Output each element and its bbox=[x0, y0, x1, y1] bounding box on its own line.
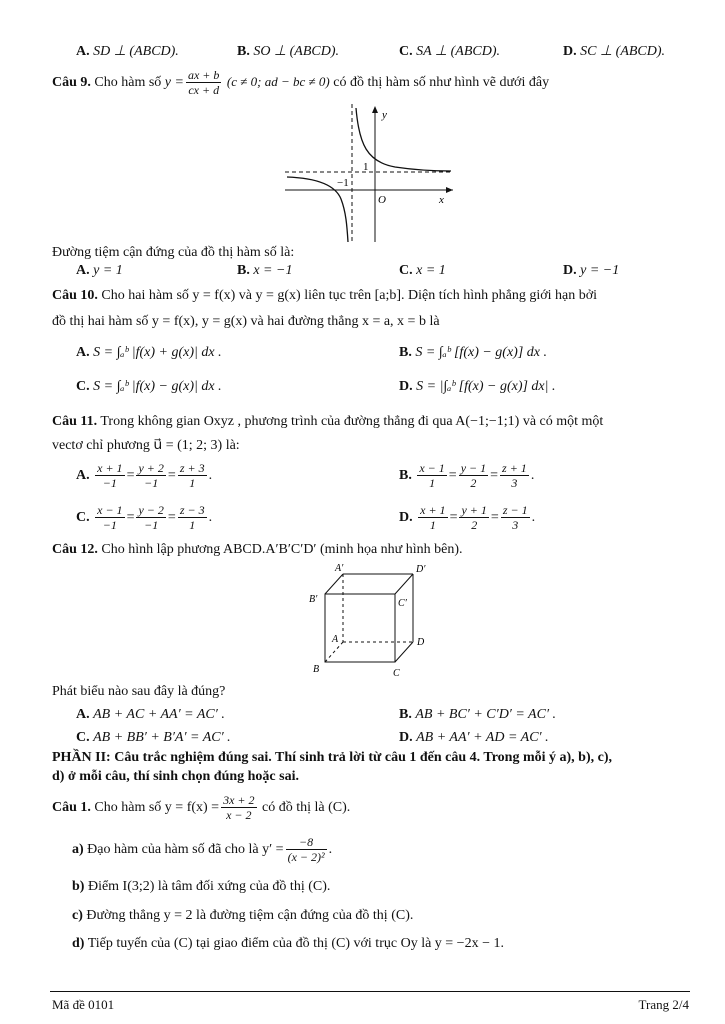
cube-label-a: A bbox=[332, 634, 339, 645]
q11-option-a: A. $\frac{x + 1}{-1}$ = $\frac{y + 2}{-1}$ = $\frac{z + 3}{1}$ . bbox=[76, 461, 213, 491]
q10-option-d: D. S = |∫ₐᵇ [f(x) − g(x)] dx| . bbox=[399, 379, 556, 394]
footer-divider bbox=[50, 991, 690, 992]
footer-exam-code: Mã đề 0101 bbox=[52, 997, 115, 1012]
q8-option-d: D. SC ⊥ (ABCD). bbox=[563, 44, 666, 59]
cube-label-c: C bbox=[393, 668, 400, 679]
q9-graph-one-label: 1 bbox=[363, 161, 369, 173]
p2q1-stem: Câu 1. Cho hàm số y = f(x) = $\frac{3x + 2}{x - 2}$ có đồ thị là (C). bbox=[52, 793, 351, 823]
cube-label-d1: D′ bbox=[416, 564, 426, 575]
q9-graph-y-label: y bbox=[382, 109, 387, 121]
p2q1-b: b) Điểm I(3;2) là tâm đối xứng của đồ thị (C). bbox=[72, 879, 331, 894]
cube-label-b1: B′ bbox=[309, 594, 318, 605]
q12-option-d: D. AB + AA′ + AD = AC′ . bbox=[399, 730, 549, 745]
q8-option-c: C. SA ⊥ (ABCD). bbox=[399, 44, 500, 59]
q9-graph-x-label: x bbox=[439, 194, 444, 206]
q9-graph bbox=[285, 104, 455, 244]
cube-label-c1: C′ bbox=[398, 598, 407, 609]
q11-option-b: B. $\frac{x - 1}{1}$ = $\frac{y - 1}{2}$ = $\frac{z + 1}{3}$ . bbox=[399, 461, 535, 491]
cube-label-d: D bbox=[417, 637, 425, 648]
q11-stem-line1: Câu 11. Trong không gian Oxyz , phương trình của đường thẳng đi qua A(−1;−1;1) và có một một bbox=[52, 414, 604, 429]
p2q1-a: a) Đạo hàm của hàm số đã cho là y′ = $\frac{-8}{\text{(x − 2)²}}$ . bbox=[72, 835, 333, 865]
q12-stem: Câu 12. Cho hình lập phương ABCD.A′B′C′D′ (minh họa như hình bên). bbox=[52, 542, 463, 557]
q9-graph-origin-label: O bbox=[378, 194, 386, 206]
footer-page-number: Trang 2/4 bbox=[638, 997, 689, 1012]
q9-stem: Câu 9. Cho hàm số y = $\frac{ax + b}{cx + d}$ (c ≠ 0; ad − bc ≠ 0) có đồ thị hàm số như hình vẽ dưới đây bbox=[52, 68, 550, 98]
q9-option-d: D. y = −1 bbox=[563, 263, 620, 278]
q9-graph-minus-one-label: −1 bbox=[337, 177, 349, 189]
q12-option-a: A. AB + AC + AA′ = AC′ . bbox=[76, 707, 225, 722]
q10-stem-line2: đồ thị hai hàm số y = f(x), y = g(x) và hai đường thẳng x = a, x = b là bbox=[52, 314, 440, 329]
p2q1-c: c) Đường thẳng y = 2 là đường tiệm cận đứng của đồ thị (C). bbox=[72, 908, 414, 923]
cube-label-a1: A′ bbox=[335, 563, 344, 574]
part2-heading-line1: PHẦN II: Câu trắc nghiệm đúng sai. Thí sinh trả lời từ câu 1 đến câu 4. Trong mỗi ý a), b), c), bbox=[52, 750, 612, 765]
q11-option-c: C. $\frac{x - 1}{-1}$ = $\frac{y - 2}{-1}$ = $\frac{z - 3}{1}$ . bbox=[76, 503, 213, 533]
q11-option-d: D. $\frac{x + 1}{1}$ = $\frac{y + 1}{2}$ = $\frac{z - 1}{3}$ . bbox=[399, 503, 536, 533]
q9-option-c: C. x = 1 bbox=[399, 263, 446, 278]
q12-cube-figure bbox=[305, 562, 445, 682]
q11-stem-line2: vectơ chỉ phương u⃗ = (1; 2; 3) là: bbox=[52, 438, 240, 453]
q10-stem-line1: Câu 10. Cho hai hàm số y = f(x) và y = g(x) liên tục trên [a;b]. Diện tích hình phẳng giới hạn bởi bbox=[52, 288, 598, 303]
q9-question: Đường tiệm cận đứng của đồ thị hàm số là: bbox=[52, 245, 295, 260]
part2-heading-line2: d) ở mỗi câu, thí sinh chọn đúng hoặc sai. bbox=[52, 769, 299, 784]
q10-option-c: C. S = ∫ₐᵇ |f(x) − g(x)| dx . bbox=[76, 379, 222, 394]
q8-option-b: B. SO ⊥ (ABCD). bbox=[237, 44, 340, 59]
q12-option-c: C. AB + BB′ + B′A′ = AC′ . bbox=[76, 730, 231, 745]
q10-option-a: A. S = ∫ₐᵇ |f(x) + g(x)| dx . bbox=[76, 345, 222, 360]
cube-label-b: B bbox=[313, 664, 320, 675]
q12-question: Phát biểu nào sau đây là đúng? bbox=[52, 684, 226, 699]
q10-option-b: B. S = ∫ₐᵇ [f(x) − g(x)] dx . bbox=[399, 345, 548, 360]
p2q1-d: d) Tiếp tuyến của (C) tại giao điểm của đồ thị (C) với trục Oy là y = −2x − 1. bbox=[72, 936, 504, 951]
q8-option-a: A. SD ⊥ (ABCD). bbox=[76, 44, 179, 59]
q9-option-b: B. x = −1 bbox=[237, 263, 293, 278]
q9-option-a: A. y = 1 bbox=[76, 263, 123, 278]
q12-option-b: B. AB + BC′ + C′D′ = AC′ . bbox=[399, 707, 557, 722]
